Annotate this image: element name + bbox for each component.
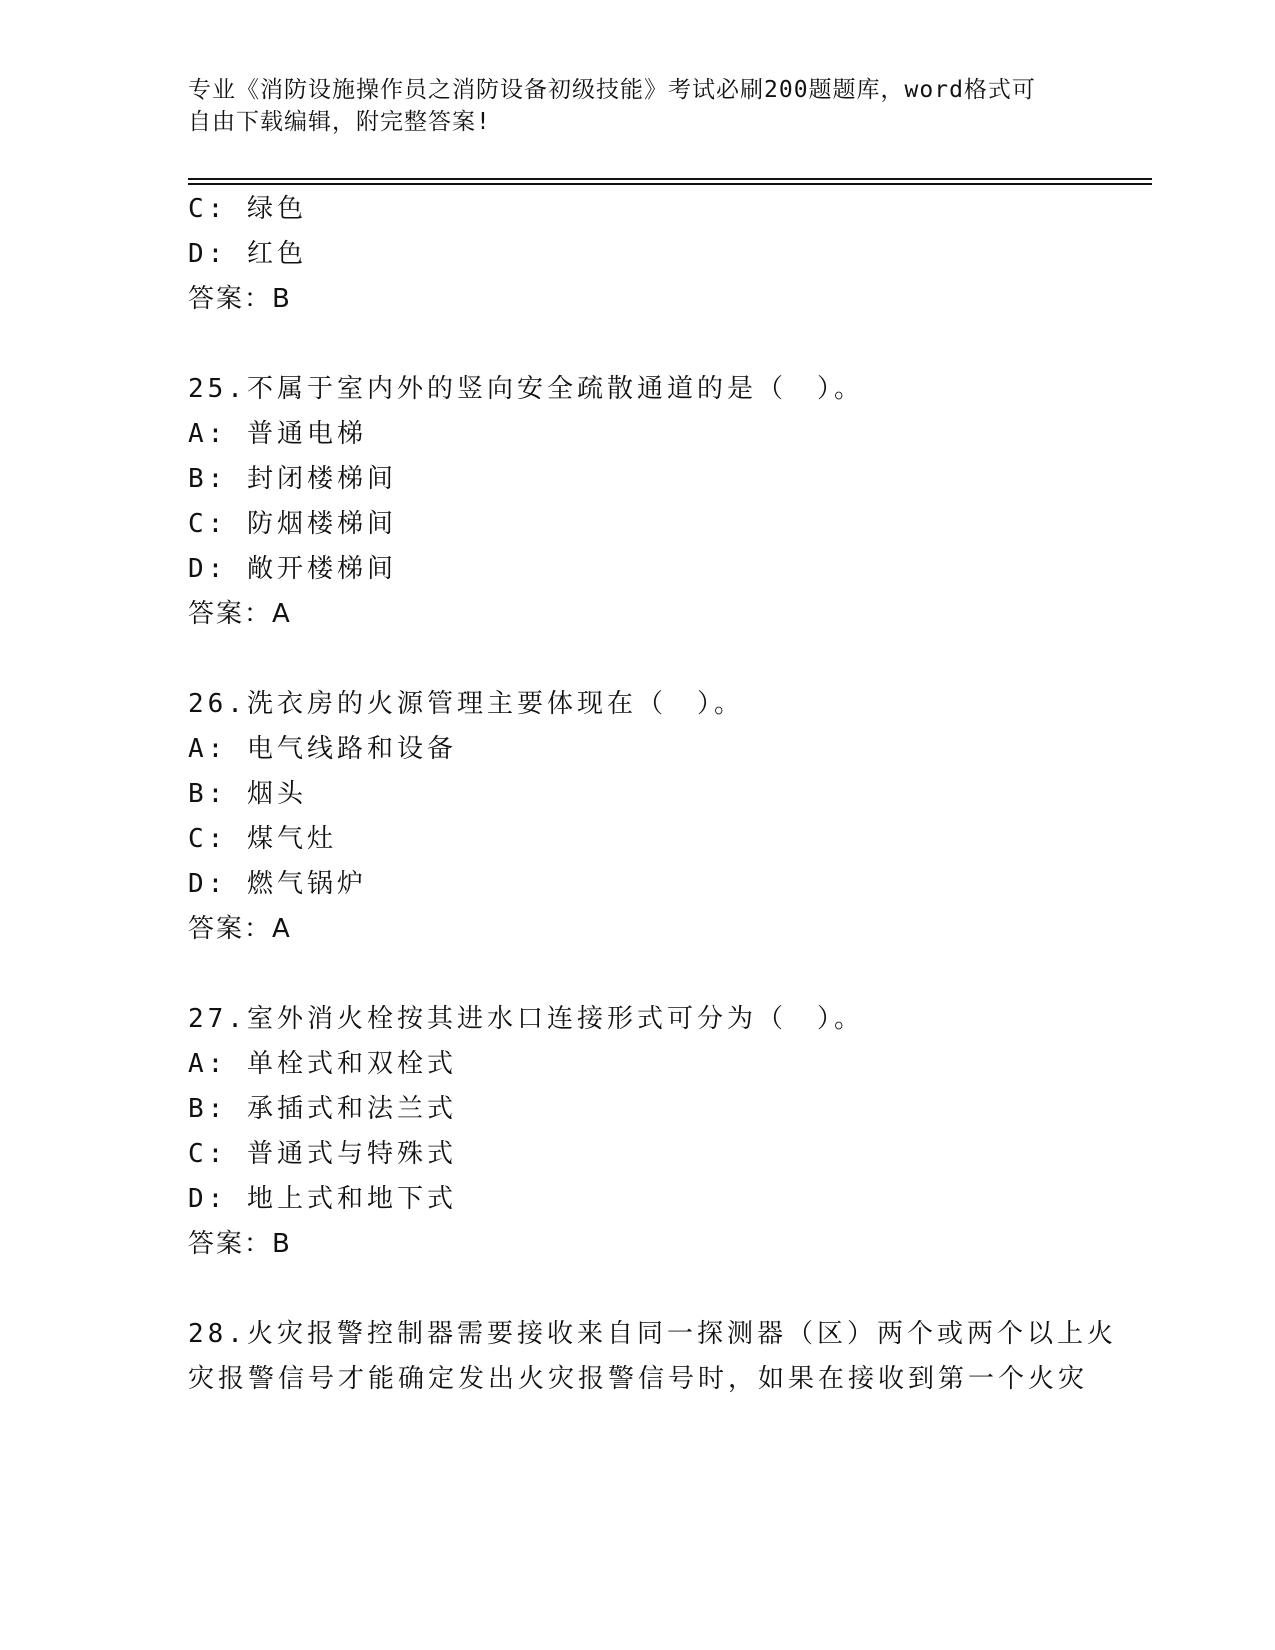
document-header bbox=[188, 74, 1088, 138]
prev-option-d: D: 红色 bbox=[188, 239, 307, 269]
prev-option-c: C: 绿色 bbox=[188, 194, 307, 224]
header-divider-bottom bbox=[188, 183, 1152, 185]
question-28-stem-line-1: 28.火灾报警控制器需要接收来自同一探测器（区）两个或两个以上火 bbox=[188, 1319, 1117, 1349]
question-27-option-d: D: 地上式和地下式 bbox=[188, 1184, 457, 1214]
question-27-answer: 答案：B bbox=[188, 1229, 292, 1259]
question-26-stem: 26.洗衣房的火源管理主要体现在（ ）。 bbox=[188, 689, 744, 719]
header-line-2: 自由下载编辑，附完整答案! bbox=[188, 109, 491, 135]
question-26-option-b: B: 烟头 bbox=[188, 779, 307, 809]
question-26-option-a: A: 电气线路和设备 bbox=[188, 734, 457, 764]
question-25-option-d: D: 敞开楼梯间 bbox=[188, 554, 397, 584]
question-26-answer: 答案：A bbox=[188, 914, 292, 944]
question-28-stem-line-2: 灾报警信号才能确定发出火灾报警信号时，如果在接收到第一个火灾 bbox=[188, 1364, 1089, 1394]
question-25-stem: 25.不属于室内外的竖向安全疏散通道的是（ ）。 bbox=[188, 374, 864, 404]
header-divider-top bbox=[188, 178, 1152, 180]
question-25-option-c: C: 防烟楼梯间 bbox=[188, 509, 397, 539]
question-27-option-b: B: 承插式和法兰式 bbox=[188, 1094, 457, 1124]
question-27-option-a: A: 单栓式和双栓式 bbox=[188, 1049, 457, 1079]
question-27-stem: 27.室外消火栓按其进水口连接形式可分为（ ）。 bbox=[188, 1004, 864, 1034]
question-27-option-c: C: 普通式与特殊式 bbox=[188, 1139, 457, 1169]
question-26-option-c: C: 煤气灶 bbox=[188, 824, 337, 854]
prev-answer: 答案：B bbox=[188, 284, 292, 314]
header-line-1: 专业《消防设施操作员之消防设备初级技能》考试必刷200题题库，word格式可 bbox=[188, 77, 1036, 103]
question-25-option-a: A: 普通电梯 bbox=[188, 419, 367, 449]
question-26-option-d: D: 燃气锅炉 bbox=[188, 869, 367, 899]
question-25-option-b: B: 封闭楼梯间 bbox=[188, 464, 397, 494]
question-25-answer: 答案：A bbox=[188, 599, 292, 629]
